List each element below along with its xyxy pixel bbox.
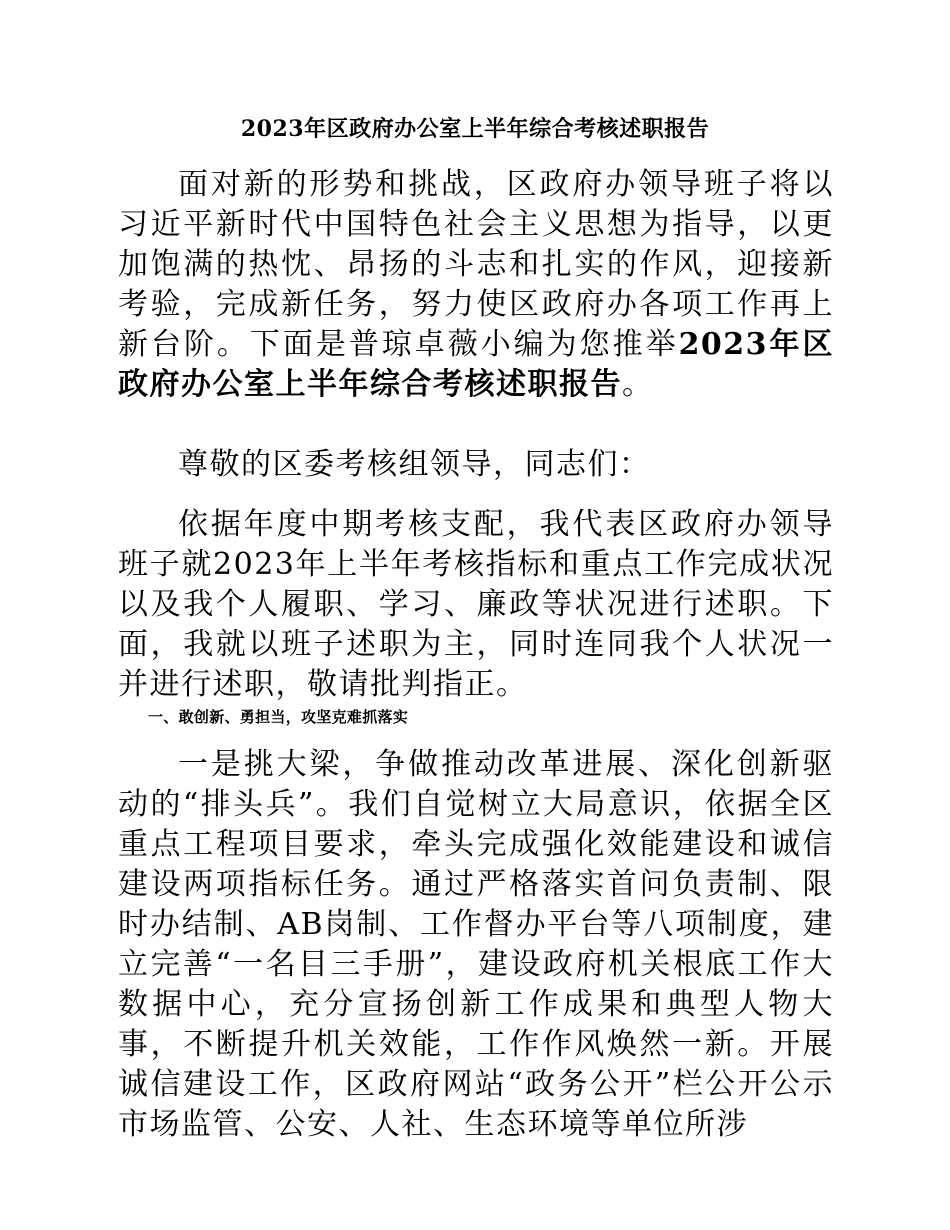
intro-text: 面对新的形势和挑战，区政府办领导班子将以习近平新时代中国特色社会主义思想为指导，以更加饱满的热忱、昂扬的斗志和扎实的作风，迎接新考验，完成新任务，努力使区政府办各项工作再上新台阶。下面是普琼卓薇小编为您推举 [118,167,834,362]
body-paragraph-1: 依据年度中期考核支配，我代表区政府办领导班子就2023年上半年考核指标和重点工作完成状况以及我个人履职、学习、廉政等状况进行述职。下面，我就以班子述职为主，同时连同我个人状况一并进行述职，敬请批判指正。 [118,507,834,702]
document-title: 2023年区政府办公室上半年综合考核述职报告 [240,116,710,142]
intro-bold-title: 2023年区政府办公室上半年综合考核述职报告 [118,327,835,402]
intro-paragraph [118,165,834,405]
section-heading-1: 一、敢创新、勇担当，攻坚克难抓落实 [148,708,409,726]
greeting-paragraph: 尊敬的区委考核组领导，同志们： [178,447,651,482]
intro-end-punctuation: 。 [622,367,654,402]
body-paragraph-2: 一是挑大梁，争做推动改革进展、深化创新驱动的“排头兵”。我们自觉树立大局意识，依据全区重点工程项目要求，牵头完成强化效能建设和诚信建设两项指标任务。通过严格落实首问负责制、限时办结制、AB岗制、工作督办平台等八项制度，建立完善“一名目三手册”，建设政府机关根底工作大数据中心，充分宣扬创新工作成果和典型人物大事，不断提升机关效能，工作作风焕然一新。开展诚信建设工作，区政府网站“政务公开”栏公开公示市场监管、公安、人社、生态环境等单位所涉 [118,747,834,1142]
